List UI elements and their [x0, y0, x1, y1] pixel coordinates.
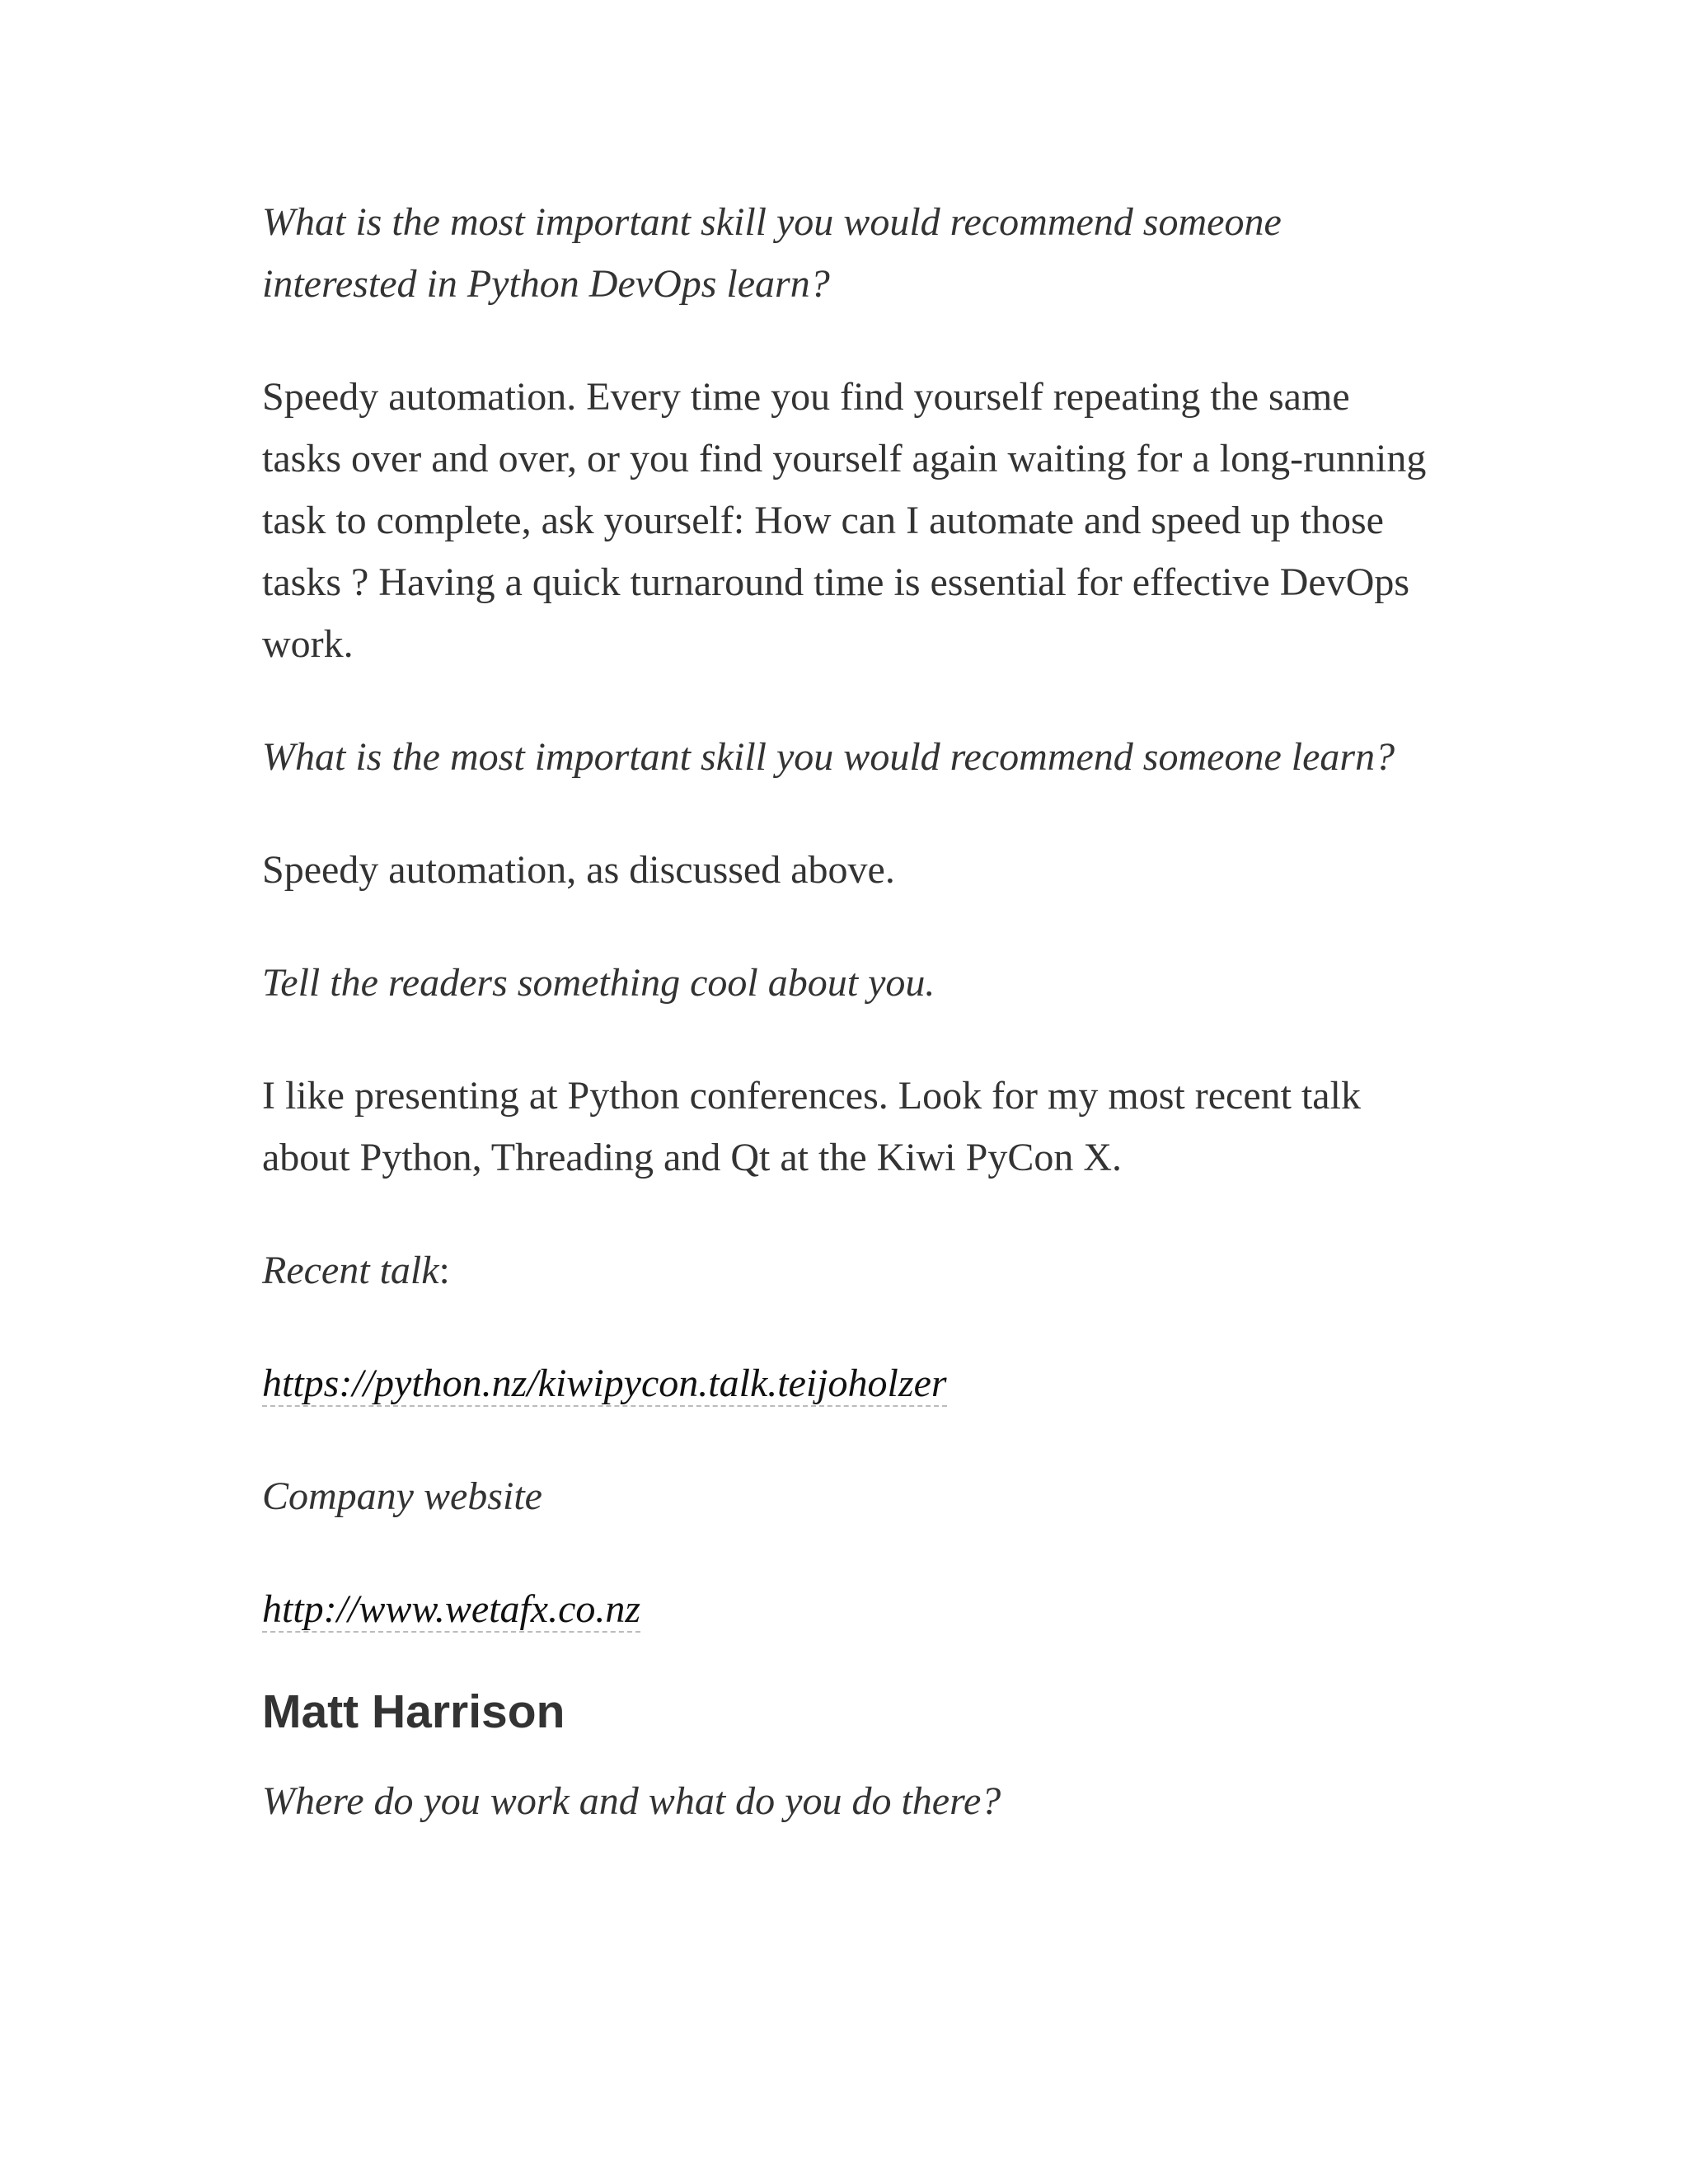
question-where-work [262, 1770, 1432, 1832]
company-website-link[interactable]: http://www.wetafx.co.nz [262, 1587, 641, 1631]
recent-talk-colon: : [438, 1249, 450, 1292]
company-website-link-line [262, 1578, 1432, 1640]
answer-speedy-automation: Speedy automation. Every time you find yourself repeating the same tasks over and over, or you find yourself again waiting for a long-running task to complete, ask yourself: How can I automate and speed up those tasks ? Having a quick turnaround time is essential for effective DevOps work. [262, 375, 1427, 666]
question-text: What is the most important skill you would recommend someone learn? [262, 735, 1395, 779]
company-website-label-line [262, 1465, 1432, 1527]
question-text: What is the most important skill you would recommend someone interested in Python DevOps learn? [262, 200, 1282, 306]
answer-as-discussed: Speedy automation, as discussed above. [262, 848, 895, 892]
recent-talk-label: Recent talk [262, 1249, 439, 1292]
question-text: Tell the readers something cool about you. [262, 961, 935, 1005]
question-general-skill [262, 726, 1432, 788]
answer-presenting: I like presenting at Python conferences. Look for my most recent talk about Python, Threading and Qt at the Kiwi PyCon X. [262, 1074, 1361, 1179]
recent-talk-label-line [262, 1240, 1432, 1301]
article-body [262, 191, 1432, 1883]
question-text: Where do you work and what do you do there? [262, 1779, 1001, 1823]
recent-talk-link-line [262, 1352, 1432, 1414]
person-heading-matt-harrison: Matt Harrison [262, 1685, 565, 1738]
company-website-label: Company website [262, 1474, 542, 1518]
question-something-cool [262, 952, 1432, 1014]
recent-talk-link[interactable]: https://python.nz/kiwipycon.talk.teijoholzer [262, 1361, 947, 1405]
question-python-devops-skill [262, 191, 1432, 315]
